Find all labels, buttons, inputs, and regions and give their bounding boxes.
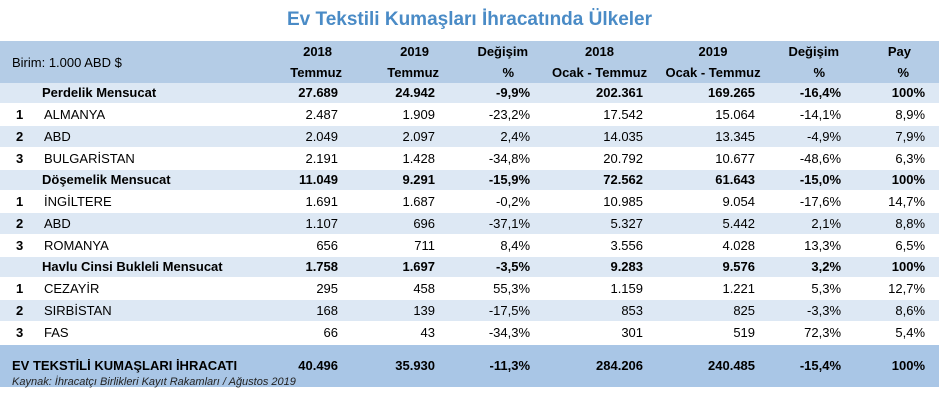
change-period: 2,1% [769, 213, 853, 235]
country-name: CEZAYİR [42, 278, 255, 300]
value-2019: 696 [352, 213, 449, 235]
share: 100% [853, 83, 939, 104]
value-2018-period: 17.542 [542, 104, 657, 126]
share: 8,6% [853, 300, 939, 322]
value-2018-period: 9.283 [542, 257, 657, 278]
change: -0,2% [449, 191, 542, 213]
value-2018: 2.487 [255, 104, 352, 126]
change-period: -15,0% [769, 170, 853, 191]
value-2018-period: 853 [542, 300, 657, 322]
col-header-2019: 2019 [352, 41, 449, 62]
table-row [0, 126, 939, 148]
value-2019: 43 [352, 322, 449, 345]
change: -37,1% [449, 213, 542, 235]
rank-number: 2 [0, 300, 42, 322]
value-2019: 1.697 [352, 257, 449, 278]
country-name: ABD [42, 213, 255, 235]
change: -34,3% [449, 322, 542, 345]
section-name: Döşemelik Mensucat [0, 170, 255, 191]
col-header-2019-period: 2019 [657, 41, 769, 62]
col-header-2018: 2018 [255, 41, 352, 62]
rank-number: 2 [0, 213, 42, 235]
share: 100% [853, 257, 939, 278]
total-label: EV TEKSTİLİ KUMAŞLARI İHRACATI [0, 344, 255, 387]
value-2018-period: 202.361 [542, 83, 657, 104]
total-2019: 35.930 [352, 344, 449, 387]
table-row [0, 148, 939, 170]
change: 55,3% [449, 278, 542, 300]
value-2019: 24.942 [352, 83, 449, 104]
share: 8,8% [853, 213, 939, 235]
change-period: 13,3% [769, 235, 853, 257]
change: -15,9% [449, 170, 542, 191]
rank-number: 3 [0, 235, 42, 257]
col-header-change-period: Değişim [769, 41, 853, 62]
value-2019-period: 169.265 [657, 83, 769, 104]
value-2018: 168 [255, 300, 352, 322]
value-2018: 2.049 [255, 126, 352, 148]
col-subheader-share: % [853, 62, 939, 83]
rank-number: 3 [0, 322, 42, 345]
country-name: ALMANYA [42, 104, 255, 126]
change: 8,4% [449, 235, 542, 257]
country-name: İNGİLTERE [42, 191, 255, 213]
change-period: 3,2% [769, 257, 853, 278]
table-row [0, 322, 939, 345]
value-2019-period: 5.442 [657, 213, 769, 235]
value-2018: 27.689 [255, 83, 352, 104]
share: 8,9% [853, 104, 939, 126]
section-row [0, 83, 939, 104]
value-2018: 1.107 [255, 213, 352, 235]
change-period: -4,9% [769, 126, 853, 148]
table-row [0, 300, 939, 322]
col-subheader-2019: Temmuz [352, 62, 449, 83]
value-2018-period: 14.035 [542, 126, 657, 148]
col-subheader-2018-period: Ocak - Temmuz [542, 62, 657, 83]
total-2019-period: 240.485 [657, 344, 769, 387]
value-2019: 9.291 [352, 170, 449, 191]
value-2019: 2.097 [352, 126, 449, 148]
value-2018-period: 3.556 [542, 235, 657, 257]
country-name: ROMANYA [42, 235, 255, 257]
table-row [0, 104, 939, 126]
col-header-change: Değişim [449, 41, 542, 62]
value-2018: 295 [255, 278, 352, 300]
col-header-share: Pay [853, 41, 939, 62]
value-2018-period: 1.159 [542, 278, 657, 300]
share: 100% [853, 170, 939, 191]
value-2019-period: 61.643 [657, 170, 769, 191]
total-2018: 40.496 [255, 344, 352, 387]
value-2019-period: 9.054 [657, 191, 769, 213]
value-2019-period: 9.576 [657, 257, 769, 278]
value-2019: 711 [352, 235, 449, 257]
rank-number: 3 [0, 148, 42, 170]
share: 5,4% [853, 322, 939, 345]
value-2019-period: 825 [657, 300, 769, 322]
value-2018-period: 10.985 [542, 191, 657, 213]
value-2019-period: 15.064 [657, 104, 769, 126]
section-name: Havlu Cinsi Bukleli Mensucat [0, 257, 255, 278]
change: -9,9% [449, 83, 542, 104]
value-2019: 458 [352, 278, 449, 300]
section-name: Perdelik Mensucat [0, 83, 255, 104]
col-subheader-change-period: % [769, 62, 853, 83]
source-note: Kaynak: İhracatçı Birlikleri Kayıt Rakamları / Ağustos 2019 [12, 376, 296, 388]
share: 14,7% [853, 191, 939, 213]
rank-number: 1 [0, 278, 42, 300]
table-row [0, 191, 939, 213]
value-2019-period: 4.028 [657, 235, 769, 257]
change-period: 72,3% [769, 322, 853, 345]
value-2019: 1.909 [352, 104, 449, 126]
change-period: -3,3% [769, 300, 853, 322]
rank-number: 1 [0, 191, 42, 213]
value-2018: 2.191 [255, 148, 352, 170]
country-name: BULGARİSTAN [42, 148, 255, 170]
col-subheader-2019-period: Ocak - Temmuz [657, 62, 769, 83]
col-subheader-2018: Temmuz [255, 62, 352, 83]
total-change: -11,3% [449, 344, 542, 387]
value-2019-period: 1.221 [657, 278, 769, 300]
header-row-top [0, 41, 939, 62]
value-2019: 139 [352, 300, 449, 322]
table-title: Ev Tekstili Kumaşları İhracatında Ülkeler [286, 9, 653, 30]
total-change-period: -15,4% [769, 344, 853, 387]
country-name: ABD [42, 126, 255, 148]
change: -3,5% [449, 257, 542, 278]
value-2018: 1.691 [255, 191, 352, 213]
share: 7,9% [853, 126, 939, 148]
share: 6,5% [853, 235, 939, 257]
value-2019-period: 13.345 [657, 126, 769, 148]
country-name: SIRBİSTAN [42, 300, 255, 322]
value-2019-period: 519 [657, 322, 769, 345]
change-period: -16,4% [769, 83, 853, 104]
change-period: -48,6% [769, 148, 853, 170]
col-subheader-change: % [449, 62, 542, 83]
change-period: -17,6% [769, 191, 853, 213]
rank-number: 2 [0, 126, 42, 148]
table-row [0, 278, 939, 300]
country-name: FAS [42, 322, 255, 345]
section-row [0, 170, 939, 191]
value-2018-period: 20.792 [542, 148, 657, 170]
change-period: 5,3% [769, 278, 853, 300]
total-share: 100% [853, 344, 939, 387]
section-row [0, 257, 939, 278]
value-2018-period: 5.327 [542, 213, 657, 235]
change-period: -14,1% [769, 104, 853, 126]
value-2018: 656 [255, 235, 352, 257]
rank-number: 1 [0, 104, 42, 126]
unit-label: Birim: 1.000 ABD $ [0, 41, 255, 83]
value-2019: 1.687 [352, 191, 449, 213]
total-2018-period: 284.206 [542, 344, 657, 387]
share: 6,3% [853, 148, 939, 170]
value-2018-period: 72.562 [542, 170, 657, 191]
value-2019-period: 10.677 [657, 148, 769, 170]
value-2019: 1.428 [352, 148, 449, 170]
table-row [0, 213, 939, 235]
col-header-2018-period: 2018 [542, 41, 657, 62]
change: -17,5% [449, 300, 542, 322]
share: 12,7% [853, 278, 939, 300]
value-2018: 1.758 [255, 257, 352, 278]
table-row [0, 235, 939, 257]
change: 2,4% [449, 126, 542, 148]
value-2018: 66 [255, 322, 352, 345]
value-2018-period: 301 [542, 322, 657, 345]
value-2018: 11.049 [255, 170, 352, 191]
change: -34,8% [449, 148, 542, 170]
change: -23,2% [449, 104, 542, 126]
export-table [0, 41, 939, 387]
